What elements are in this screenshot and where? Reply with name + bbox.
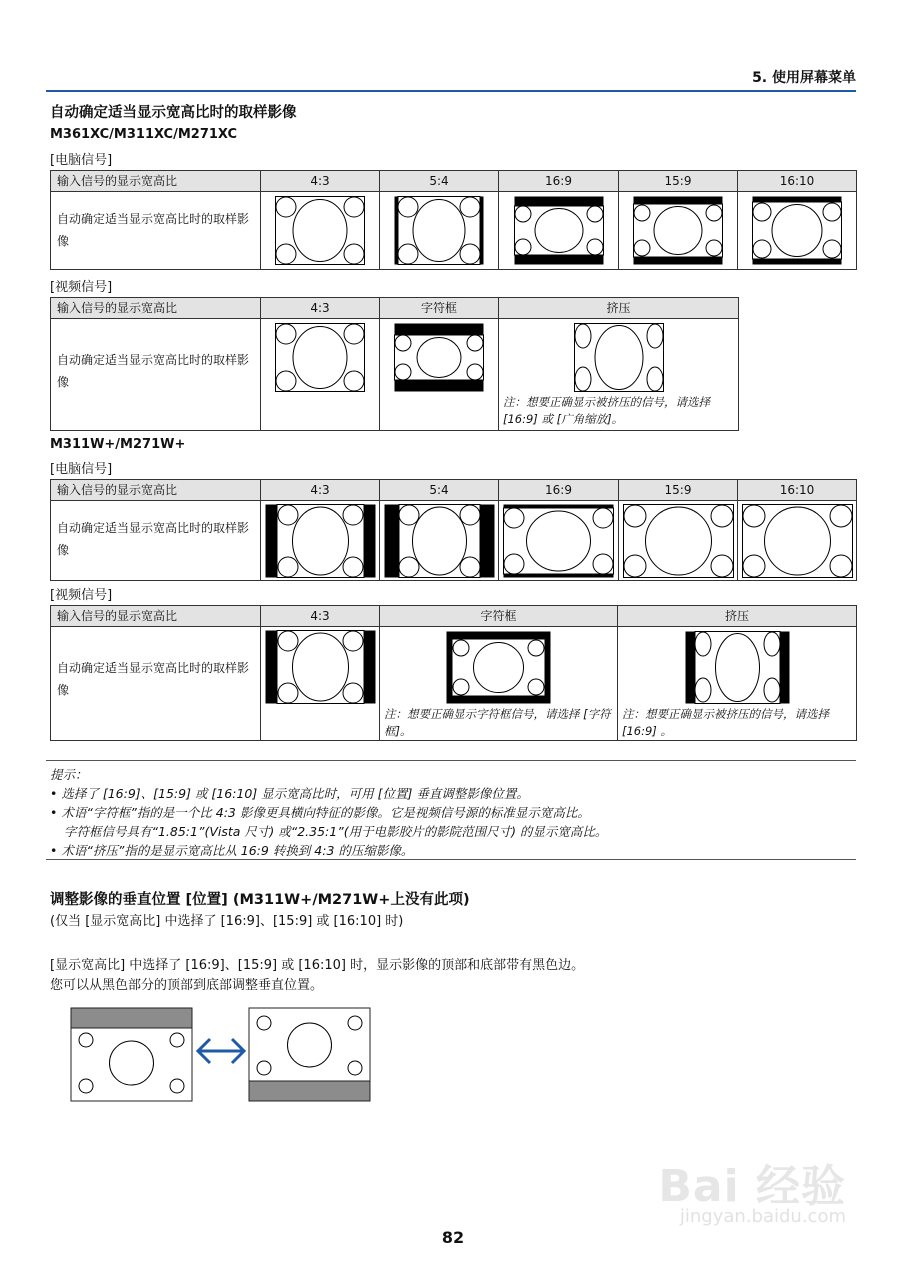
row-label: 自动确定适当显示宽高比时的取样影像: [51, 192, 261, 270]
aspect-15-9-image: [623, 504, 734, 578]
table-row: [51, 192, 857, 270]
aspect-5-4-image: [384, 504, 495, 578]
col-header: 挤压: [618, 606, 857, 627]
col-header: 4:3: [261, 480, 380, 501]
col-header: 15:9: [619, 171, 738, 192]
table-header-row: [51, 298, 739, 319]
col-header: 5:4: [380, 480, 499, 501]
aspect-4-3-image: [275, 323, 365, 392]
col-header: 5:4: [380, 171, 499, 192]
col-input-header: 输入信号的显示宽高比: [51, 480, 261, 501]
row-label: 自动确定适当显示宽高比时的取样影像: [51, 501, 261, 581]
pc-signal-label-a: [电脑信号]: [50, 153, 113, 168]
letterbox-note: 注：想要正确显示字符框信号，请选择 [字符框]。: [384, 707, 611, 738]
table-header-row: [51, 606, 857, 627]
tip-item: • 术语“挤压”指的是显示宽高比从 16:9 转换到 4:3 的压缩影像。: [50, 843, 414, 858]
col-header: 16:10: [738, 480, 857, 501]
position-section-title: 调整影像的垂直位置 [位置] (M311W+/M271W+上没有此项): [50, 892, 470, 908]
row-label: 自动确定适当显示宽高比时的取样影像: [51, 319, 261, 431]
col-header: 挤压: [499, 298, 739, 319]
table-row: [51, 319, 739, 431]
col-header: 字符框: [380, 606, 618, 627]
position-paragraph: [显示宽高比] 中选择了 [16:9]、[15:9] 或 [16:10] 时，显示影像的顶部和底部带有黑色边。: [50, 958, 585, 973]
col-header: 4:3: [261, 606, 380, 627]
double-arrow-icon: [198, 1039, 244, 1063]
aspect-16-9-image: [514, 196, 604, 265]
aspect-4-3-image: [275, 196, 365, 265]
squeeze-image: [685, 631, 790, 704]
squeeze-image: [574, 323, 664, 392]
col-header: 16:9: [499, 171, 619, 192]
col-header: 15:9: [619, 480, 738, 501]
aspect-16-10-image: [742, 504, 853, 578]
col-header: 4:3: [261, 171, 380, 192]
row-label: 自动确定适当显示宽高比时的取样影像: [51, 627, 261, 741]
model-label-b: M311W+/M271W+: [50, 437, 186, 452]
squeeze-note: 注：想要正确显示被挤压的信号，请选择 [16:9] 或 [广角缩放]。: [503, 395, 710, 426]
page-number: 82: [441, 1228, 465, 1247]
aspect-4-3-image: [265, 504, 376, 578]
col-input-header: 输入信号的显示宽高比: [51, 298, 261, 319]
model-label-a: M361XC/M311XC/M271XC: [50, 127, 238, 142]
tip-item: 字符框信号具有“1.85:1”(Vista 尺寸) 或“2.35:1”(用于电影胶片的影院范围尺寸) 的显示宽高比。: [64, 824, 608, 839]
position-subtitle: (仅当 [显示宽高比] 中选择了 [16:9]、[15:9] 或 [16:10] 时): [50, 914, 404, 929]
tips-heading: 提示：: [50, 767, 88, 782]
col-input-header: 输入信号的显示宽高比: [51, 171, 261, 192]
col-header: 字符框: [380, 298, 499, 319]
position-diagram: [66, 1005, 376, 1103]
position-paragraph: 您可以从黑色部分的顶部到底部调整垂直位置。: [50, 978, 324, 993]
col-input-header: 输入信号的显示宽高比: [51, 606, 261, 627]
pc-signal-table-b: [50, 479, 857, 581]
tip-item: • 选择了 [16:9]、[15:9] 或 [16:10] 显示宽高比时，可用 [位置] 垂直调整影像位置。: [50, 786, 529, 801]
image-top-aligned: [71, 1008, 192, 1101]
tip-item: • 术语“字符框”指的是一个比 4:3 影像更具横向特征的影像。它是视频信号源的标准显示宽高比。: [50, 805, 590, 820]
page-header: [46, 60, 856, 92]
baidu-watermark: Bai 经验: [658, 1161, 846, 1212]
col-header: 4:3: [261, 298, 380, 319]
table-header-row: [51, 171, 857, 192]
aspect-16-9-image: [503, 504, 614, 578]
image-bottom-aligned: [249, 1008, 370, 1101]
col-header: 16:9: [499, 480, 619, 501]
tips-box: [46, 760, 856, 860]
col-header: 16:10: [738, 171, 857, 192]
aspect-15-9-image: [633, 196, 723, 265]
table-row: [51, 627, 857, 741]
video-signal-table-b: [50, 605, 857, 741]
video-signal-table-a: [50, 297, 739, 431]
table-row: [51, 501, 857, 581]
video-signal-label-a: [视频信号]: [50, 280, 113, 295]
pc-signal-label-b: [电脑信号]: [50, 462, 113, 477]
aspect-16-10-image: [752, 196, 842, 265]
video-signal-label-b: [视频信号]: [50, 588, 113, 603]
squeeze-note: 注：想要正确显示被挤压的信号，请选择 [16:9] 。: [622, 707, 829, 738]
aspect-4-3-image: [265, 630, 376, 704]
pc-signal-table-a: [50, 170, 857, 270]
baidu-watermark-url: jingyan.baidu.com: [679, 1206, 846, 1227]
table-header-row: [51, 480, 857, 501]
letterbox-image: [446, 631, 551, 704]
section-title: 5. 使用屏幕菜单: [752, 70, 856, 86]
aspect-5-4-image: [394, 196, 484, 265]
sample-images-title: 自动确定适当显示宽高比时的取样影像: [50, 105, 297, 121]
letterbox-image: [394, 323, 484, 392]
